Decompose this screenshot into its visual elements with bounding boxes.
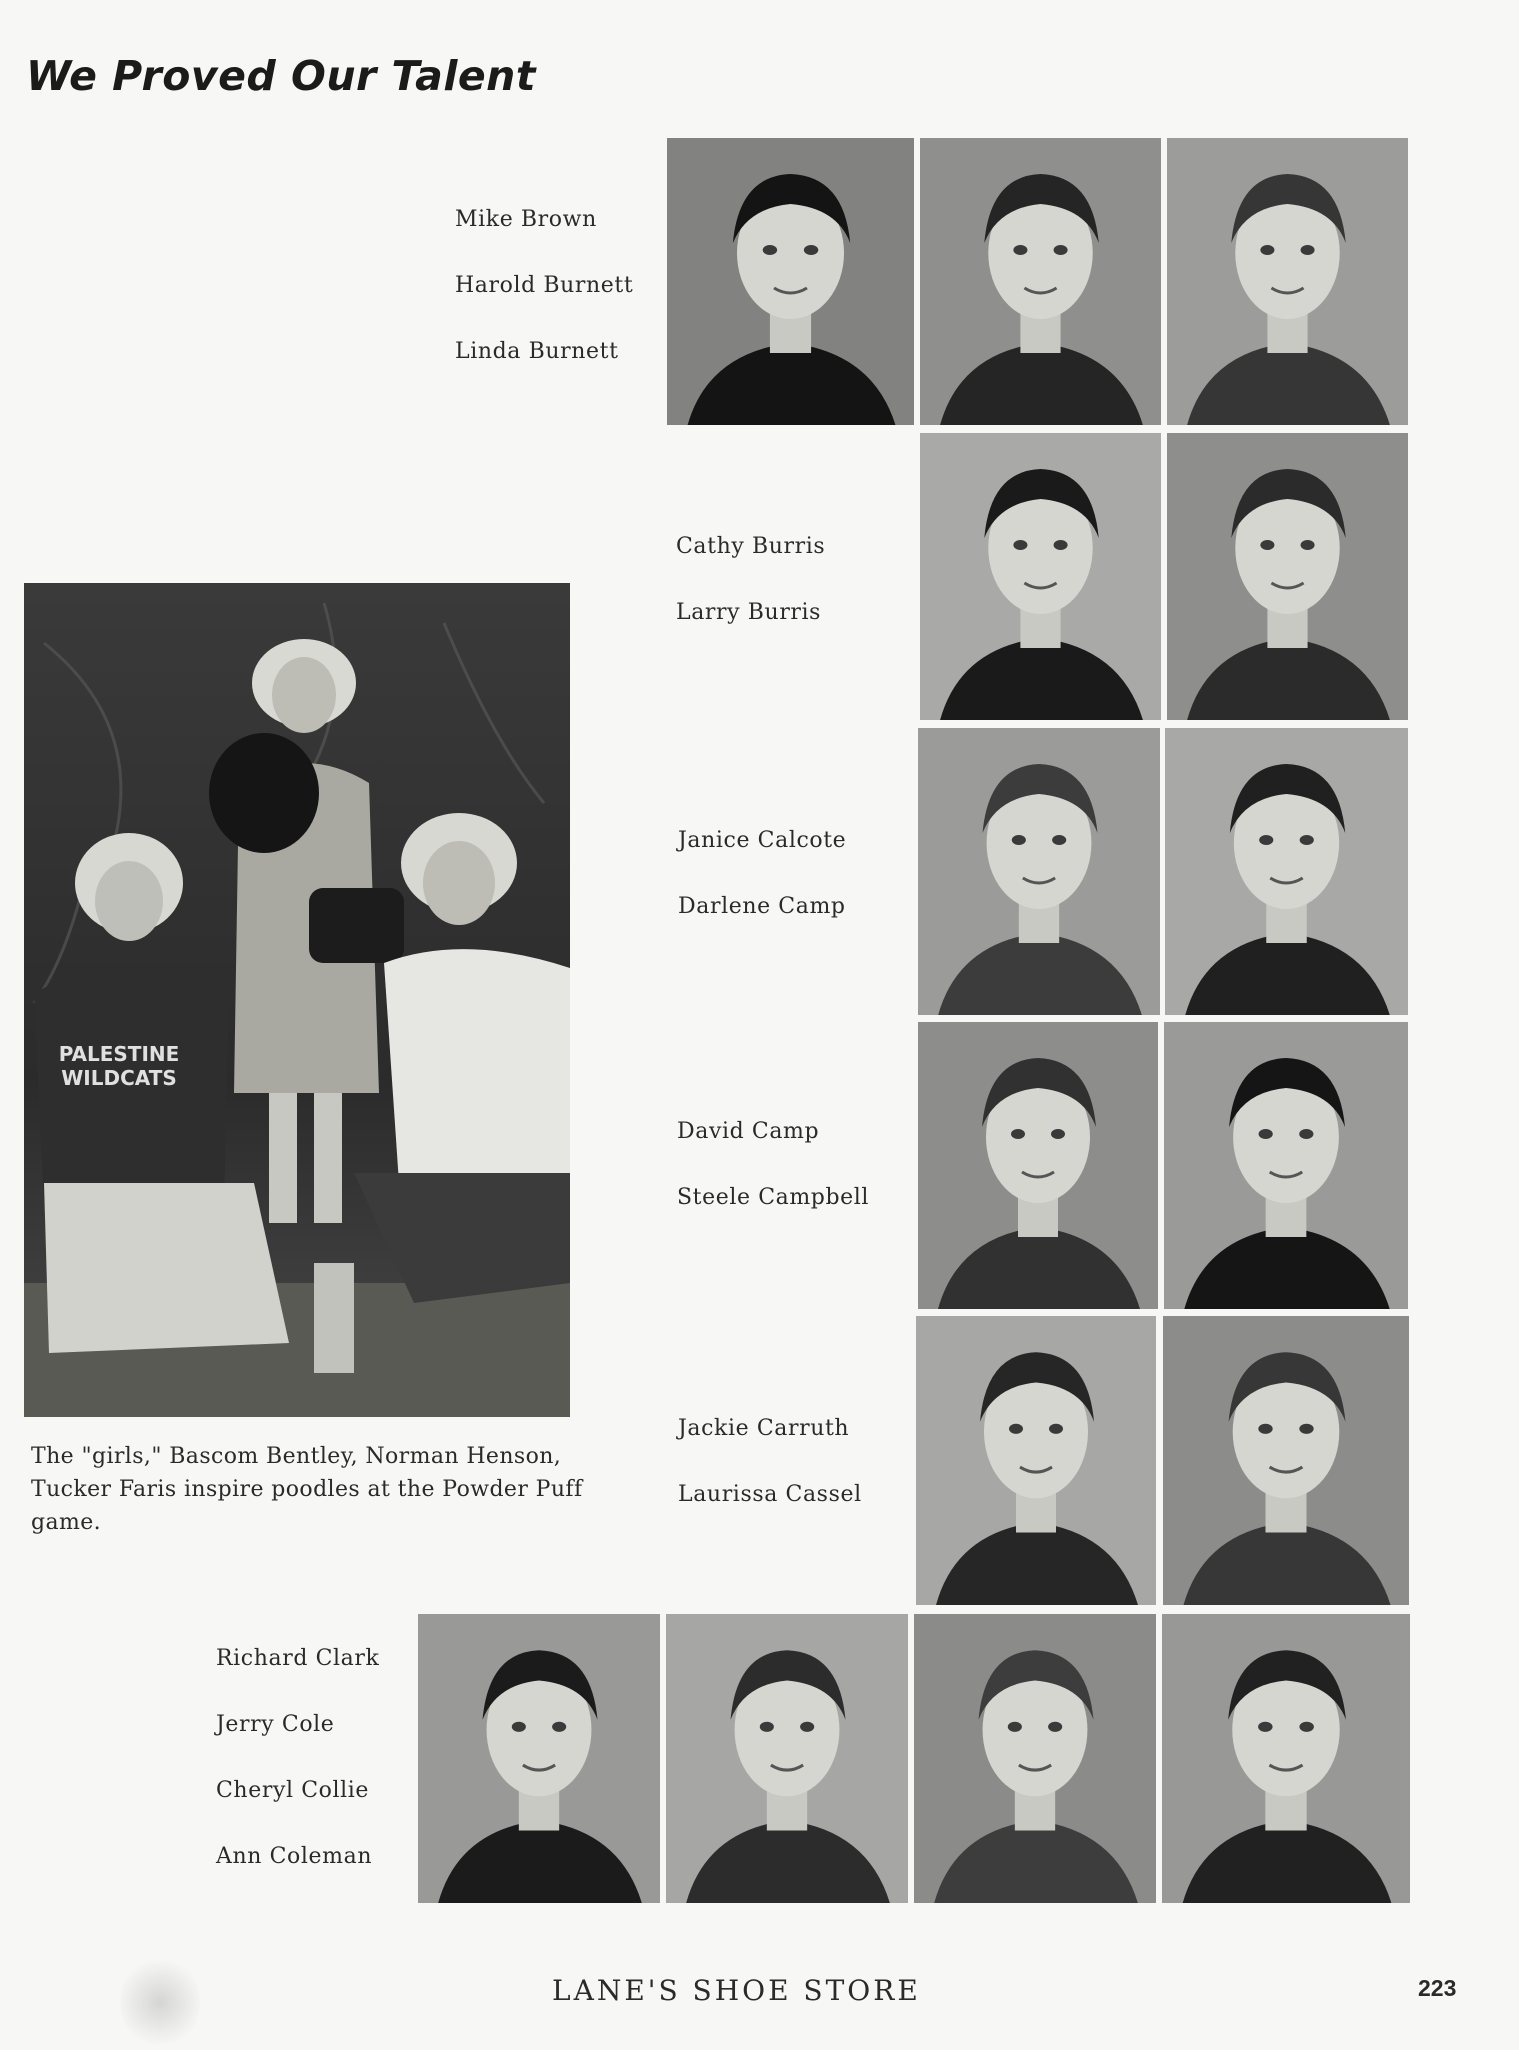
- portrait-photo: [666, 1614, 908, 1903]
- name-list: [216, 1644, 379, 1908]
- portrait-photo: [418, 1614, 660, 1903]
- portrait-illustration: [914, 1614, 1156, 1903]
- student-name: Ann Coleman: [216, 1844, 373, 1869]
- portrait-illustration: [1163, 1316, 1409, 1605]
- student-name: Linda Burnett: [455, 339, 619, 364]
- portrait-illustration: [1164, 1022, 1408, 1309]
- student-name: Richard Clark: [216, 1646, 380, 1671]
- portrait-photo: [914, 1614, 1156, 1903]
- portrait-photo: [1167, 433, 1408, 720]
- portrait-photo: [667, 138, 914, 425]
- shirt-text-line: PALESTINE: [58, 1042, 180, 1066]
- portrait-photo: [918, 1022, 1158, 1309]
- portrait-photo: [920, 433, 1161, 720]
- portrait-photo: [1162, 1614, 1410, 1903]
- student-name: Janice Calcote: [678, 828, 847, 853]
- page-title: We Proved Our Talent: [26, 52, 536, 100]
- name-list: [676, 532, 825, 664]
- portrait-illustration: [1167, 138, 1408, 425]
- portrait-illustration: [920, 433, 1161, 720]
- student-name: Laurissa Cassel: [678, 1482, 862, 1507]
- portrait-illustration: [918, 1022, 1158, 1309]
- page-number: 223: [1418, 1975, 1457, 2001]
- portrait-illustration: [667, 138, 914, 425]
- portrait-illustration: [916, 1316, 1156, 1605]
- student-name: Larry Burris: [676, 600, 822, 625]
- portrait-illustration: [666, 1614, 908, 1903]
- name-list: [677, 1117, 869, 1249]
- student-name: Jackie Carruth: [678, 1416, 850, 1441]
- portrait-photo: [918, 728, 1160, 1015]
- portrait-illustration: [1165, 728, 1408, 1015]
- portrait-photo: [1163, 1316, 1409, 1605]
- student-name: Harold Burnett: [455, 273, 634, 298]
- portrait-photo: [1167, 138, 1408, 425]
- name-list: [678, 1414, 862, 1546]
- name-list: [455, 205, 633, 403]
- portrait-photo: [1165, 728, 1408, 1015]
- student-name: Jerry Cole: [216, 1712, 335, 1737]
- portrait-photo: [1164, 1022, 1408, 1309]
- smudge-mark: [120, 1955, 200, 2050]
- portrait-illustration: [918, 728, 1160, 1015]
- portrait-photo: [916, 1316, 1156, 1605]
- portrait-illustration: [418, 1614, 660, 1903]
- portrait-illustration: [920, 138, 1161, 425]
- student-name: Cathy Burris: [676, 534, 826, 559]
- portrait-photo: [920, 138, 1161, 425]
- student-name: Cheryl Collie: [216, 1778, 370, 1803]
- group-photo: [24, 583, 570, 1417]
- student-name: Steele Campbell: [677, 1185, 870, 1210]
- group-photo-illustration: [24, 583, 570, 1417]
- student-name: Darlene Camp: [678, 894, 846, 919]
- name-list: [678, 826, 846, 958]
- student-name: David Camp: [677, 1119, 820, 1144]
- student-name: Mike Brown: [455, 207, 597, 232]
- footer-advertiser: LANE'S SHOE STORE: [552, 1974, 921, 2007]
- shirt-text-line: WILDCATS: [61, 1066, 177, 1090]
- portrait-illustration: [1167, 433, 1408, 720]
- portrait-illustration: [1162, 1614, 1410, 1903]
- photo-caption: The "girls," Bascom Bentley, Norman Henson, Tucker Faris inspire poodles at the Powder Puff game.: [31, 1444, 583, 1535]
